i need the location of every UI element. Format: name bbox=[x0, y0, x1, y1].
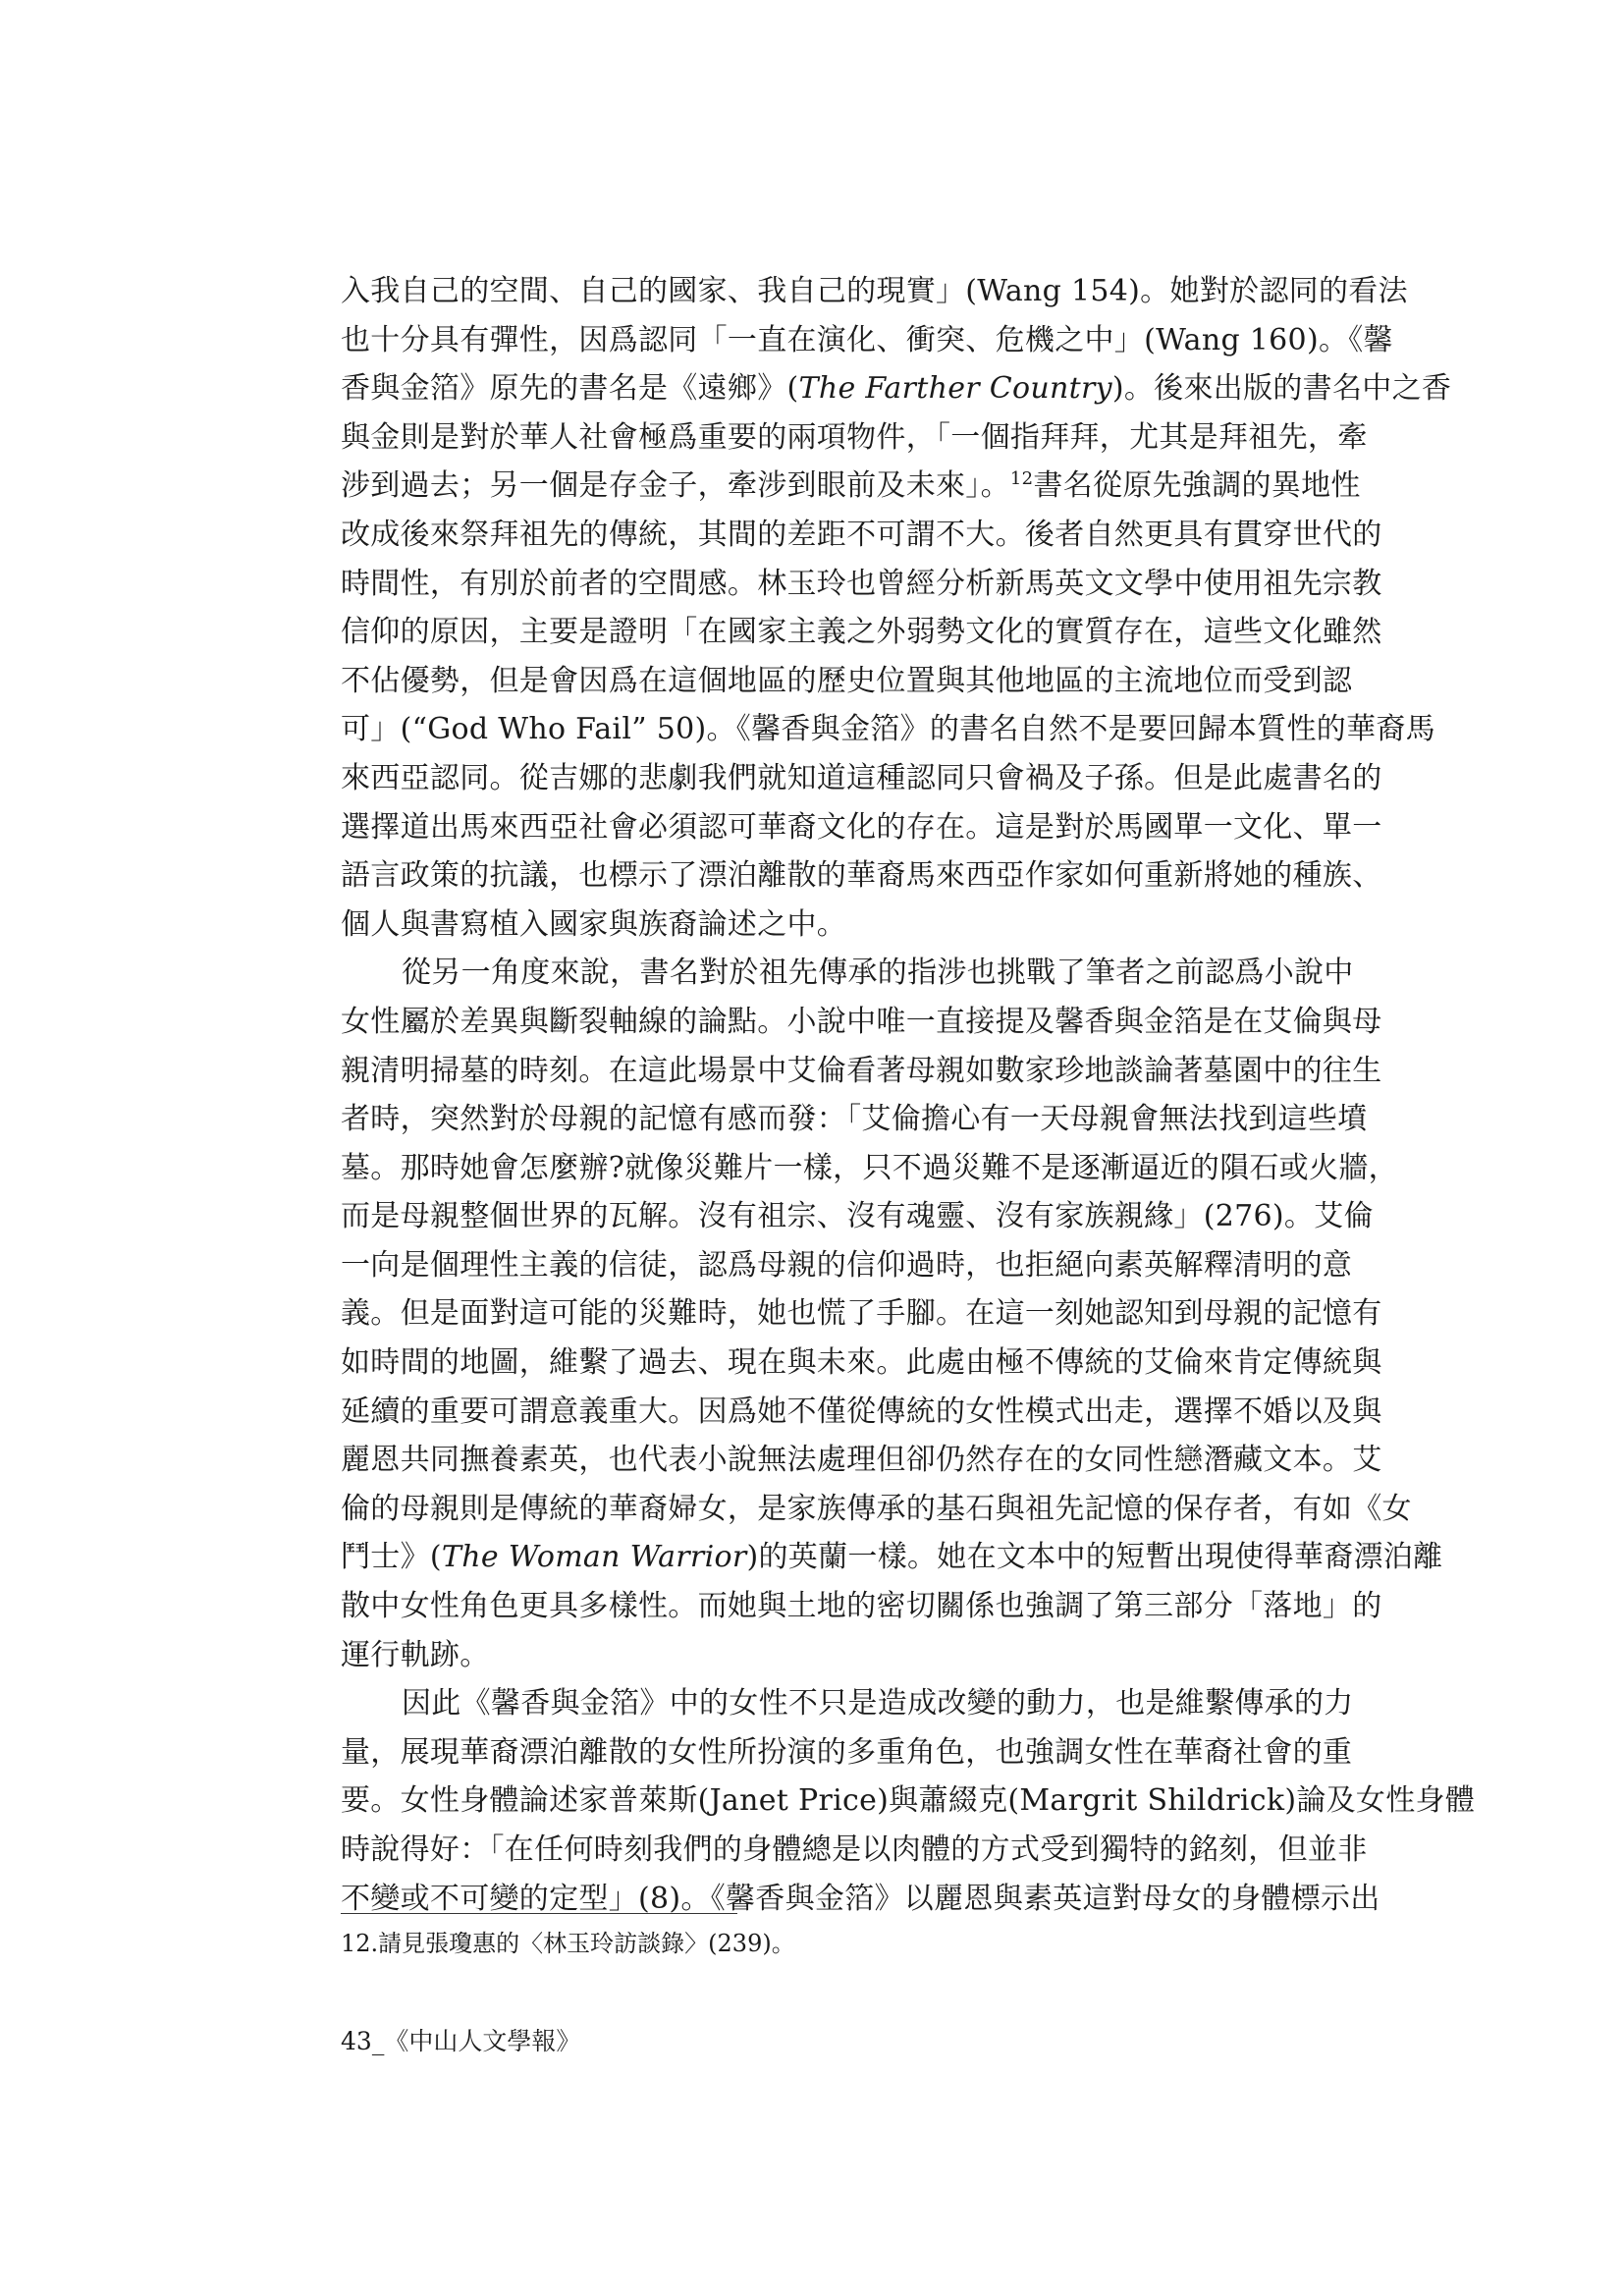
text-segment: 香與金箔》原先的書名是《遠鄉》( bbox=[341, 371, 799, 407]
text-line: 不佔優勢，但是會因爲在這個地區的歷史位置與其他地區的主流地位而受到認 bbox=[341, 663, 1353, 698]
text-segment: 書名從原先強調的異地性 bbox=[1033, 468, 1361, 504]
text-line: 麗恩共同撫養素英，也代表小說無法處理但卻仍然存在的女同性戀潛藏文本。艾 bbox=[341, 1443, 1382, 1478]
text-line: 選擇道出馬來西亞社會必須認可華裔文化的存在。這是對於馬國單一文化、單一 bbox=[341, 809, 1382, 845]
text-segment: )。後來出版的書名中之香 bbox=[1111, 371, 1452, 407]
text-line: 要。女性身體論述家普萊斯(Janet Price)與蕭綴克(Margrit Shildrick)論及女性身體 bbox=[341, 1783, 1476, 1819]
text-line: 入我自己的空間、自己的國家、我自己的現實」(Wang 154)。她對於認同的看法 bbox=[341, 274, 1408, 308]
footnote: 12.請見張瓊惠的〈林玉玲訪談錄〉(239)。 bbox=[341, 1930, 795, 1957]
text-line bbox=[341, 462, 1361, 511]
page-footer bbox=[341, 2025, 580, 2058]
text-line: 女性屬於差異與斷裂軸線的論點。小說中唯一直接提及馨香與金箔是在艾倫與母 bbox=[341, 1004, 1382, 1039]
text-line: 一向是個理性主義的信徒，認爲母親的信仰過時，也拒絕向素英解釋清明的意 bbox=[341, 1247, 1353, 1283]
body-text bbox=[341, 267, 1476, 1923]
journal-title: _《中山人文學報》 bbox=[371, 2027, 581, 2055]
italic-title: The Woman Warrior bbox=[441, 1540, 747, 1575]
paragraph bbox=[341, 267, 1452, 949]
text-line: 時間性，有別於前者的空間感。林玉玲也曾經分析新馬英文文學中使用祖先宗教 bbox=[341, 566, 1382, 601]
text-line: 義。但是面對這可能的災難時，她也慌了手腳。在這一刻她認知到母親的記憶有 bbox=[341, 1296, 1382, 1332]
text-line: 與金則是對於華人社會極爲重要的兩項物件，「一個指拜拜，尤其是拜祖先，牽 bbox=[341, 419, 1368, 455]
text-line: 信仰的原因，主要是證明「在國家主義之外弱勢文化的實質存在，這些文化雖然 bbox=[341, 615, 1382, 650]
text-line: 來西亞認同。從吉娜的悲劇我們就知道這種認同只會禍及子孫。但是此處書名的 bbox=[341, 760, 1382, 795]
text-line: 不變或不可變的定型」(8)。《馨香與金箔》以麗恩與素英這對母女的身體標示出 bbox=[341, 1881, 1380, 1916]
text-line: 從另一角度來說，書名對於祖先傳承的指涉也挑戰了筆者之前認爲小說中 bbox=[402, 956, 1354, 991]
footnote-marker: 12 bbox=[1009, 468, 1034, 490]
italic-title: The Farther Country bbox=[798, 371, 1112, 407]
text-line: 可」(“God Who Fail” 50)。《馨香與金箔》的書名自然不是要回歸本質性的華裔馬 bbox=[341, 712, 1435, 747]
text-line bbox=[341, 1533, 1443, 1582]
text-line: 運行軌跡。 bbox=[341, 1637, 490, 1672]
text-line: 散中女性角色更具多樣性。而她與土地的密切關係也強調了第三部分「落地」的 bbox=[341, 1589, 1382, 1624]
text-segment: 涉到過去；另一個是存金子，牽涉到眼前及未來」。 bbox=[341, 468, 1010, 504]
paragraph bbox=[341, 949, 1443, 1679]
text-line: 而是母親整個世界的瓦解。沒有祖宗、沒有魂靈、沒有家族親緣」(276)。艾倫 bbox=[341, 1199, 1374, 1234]
text-line: 墓。那時她會怎麼辦?就像災難片一樣，只不過災難不是逐漸逼近的隕石或火牆， bbox=[341, 1150, 1398, 1185]
paragraph bbox=[341, 1679, 1476, 1923]
text-line: 者時，突然對於母親的記憶有感而發：「艾倫擔心有一天母親會無法找到這些墳 bbox=[341, 1102, 1368, 1137]
text-segment: )的英蘭一樣。她在文本中的短暫出現使得華裔漂泊離 bbox=[746, 1540, 1443, 1575]
text-line: 因此《馨香與金箔》中的女性不只是造成改變的動力，也是維繫傳承的力 bbox=[402, 1686, 1354, 1722]
text-line bbox=[341, 364, 1452, 413]
text-line: 量，展現華裔漂泊離散的女性所扮演的多重角色，也強調女性在華裔社會的重 bbox=[341, 1734, 1353, 1770]
text-line: 時說得好：「在任何時刻我們的身體總是以肉體的方式受到獨特的銘刻，但並非 bbox=[341, 1832, 1368, 1867]
text-line: 也十分具有彈性，因爲認同「一直在演化、衝突、危機之中」(Wang 160)。《馨 bbox=[341, 322, 1393, 357]
text-line: 個人與書寫植入國家與族裔論述之中。 bbox=[341, 906, 847, 942]
text-line: 改成後來祭拜祖先的傳統，其間的差距不可謂不大。後者自然更具有貫穿世代的 bbox=[341, 517, 1382, 552]
page-number: 43 bbox=[341, 2027, 372, 2055]
text-line: 延續的重要可謂意義重大。因爲她不僅從傳統的女性模式出走，選擇不婚以及與 bbox=[341, 1394, 1382, 1429]
text-line: 親清明掃墓的時刻。在這此場景中艾倫看著母親如數家珍地談論著墓園中的往生 bbox=[341, 1053, 1382, 1088]
text-line: 如時間的地圖，維繫了過去、現在與未來。此處由極不傳統的艾倫來肯定傳統與 bbox=[341, 1345, 1382, 1381]
text-line: 語言政策的抗議，也標示了漂泊離散的華裔馬來西亞作家如何重新將她的種族、 bbox=[341, 858, 1382, 894]
text-line: 倫的母親則是傳統的華裔婦女，是家族傳承的基石與祖先記憶的保存者，有如《女 bbox=[341, 1491, 1412, 1526]
text-segment: 鬥士》( bbox=[341, 1540, 442, 1575]
footnote-rule bbox=[341, 1913, 737, 1914]
